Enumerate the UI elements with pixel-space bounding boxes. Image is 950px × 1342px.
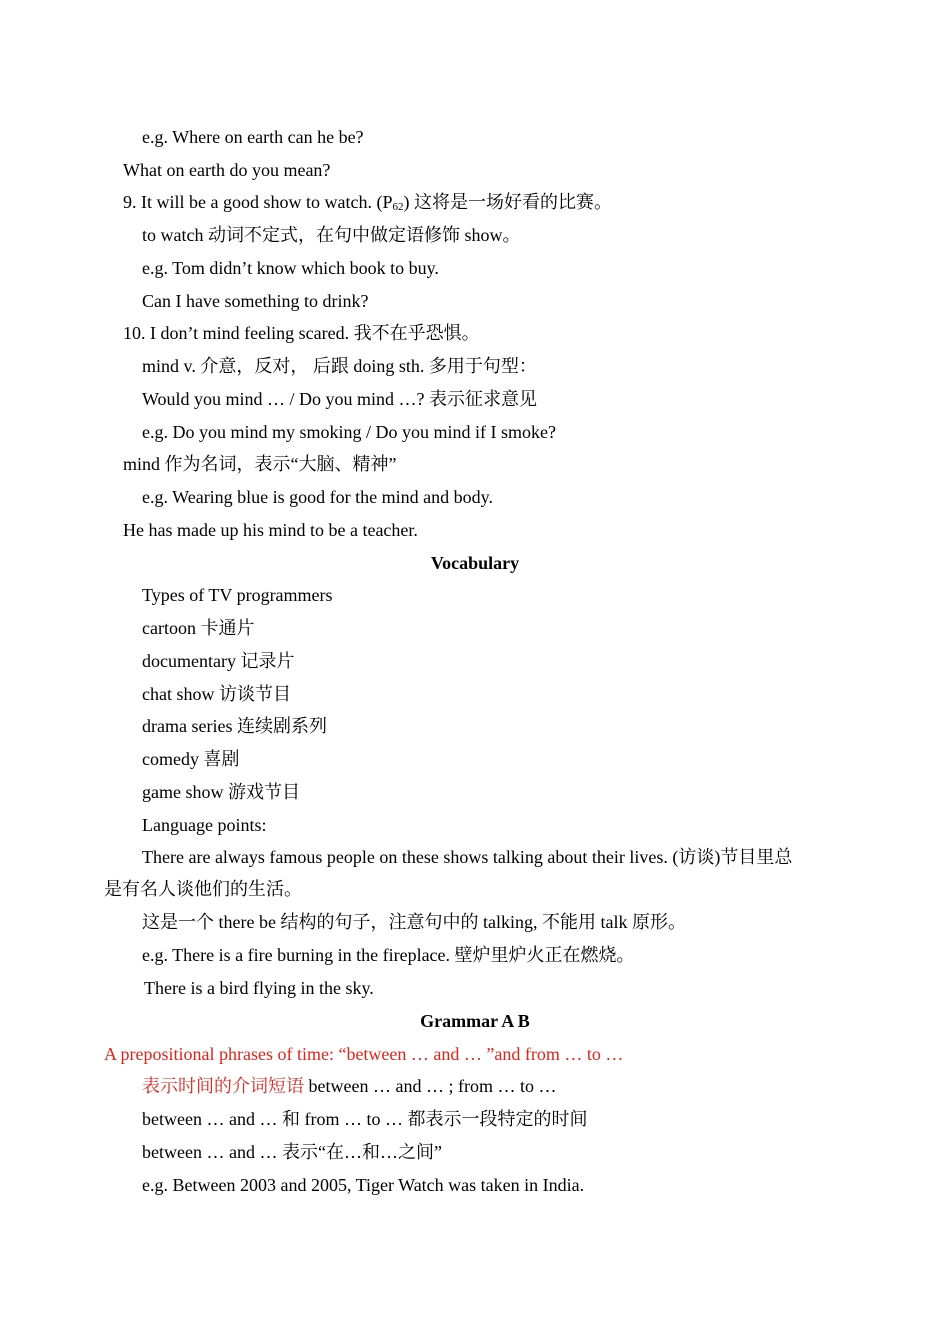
text-line: comedy 喜剧 <box>142 749 240 769</box>
text-line: Language points: <box>142 815 267 835</box>
text-line: e.g. Do you mind my smoking / Do you mind if I smoke? <box>142 422 556 442</box>
text-line: mind v. 介意，反对， 后跟 doing sth. 多用于句型： <box>142 356 537 376</box>
text-line: There are always famous people on these shows talking about their lives. (访谈)节目里总 <box>142 847 793 867</box>
text-line: mind 作为名词，表示“大脑、精神” <box>123 454 397 474</box>
page-ref-subscript: 62 <box>392 201 404 213</box>
text-line: e.g. Tom didn’t know which book to buy. <box>142 258 439 278</box>
text-line: 是有名人谈他们的生活。 <box>104 879 302 899</box>
text-line: Would you mind … / Do you mind …? 表示征求意见 <box>142 389 538 409</box>
section-heading: Grammar A B <box>420 1011 530 1031</box>
text-line: 这是一个 there be 结构的句子，注意句中的 talking, 不能用 talk 原形。 <box>142 912 686 932</box>
text-line: 10. I don’t mind feeling scared. 我不在乎恐惧。 <box>123 323 480 343</box>
text-line: Types of TV programmers <box>142 585 333 605</box>
text-line: drama series 连续剧系列 <box>142 716 327 736</box>
text-line: e.g. Between 2003 and 2005, Tiger Watch was taken in India. <box>142 1175 585 1195</box>
text-line <box>123 186 612 219</box>
text-line: between … and … 表示“在…和…之间” <box>142 1142 442 1162</box>
text-line: between … and … 和 from … to … 都表示一段特定的时间 <box>142 1109 588 1129</box>
text-segment: 9. It will be a good show to watch. (P <box>123 192 393 212</box>
text-line: e.g. Wearing blue is good for the mind and body. <box>142 487 493 507</box>
highlighted-line: A prepositional phrases of time: “between … and … ”and from … to … <box>104 1044 624 1064</box>
highlighted-text: 表示时间的介词短语 <box>142 1076 304 1096</box>
text-segment: between … and … ; from … to … <box>304 1076 557 1096</box>
text-line: What on earth do you mean? <box>123 160 331 180</box>
text-line: e.g. Where on earth can he be? <box>142 127 364 147</box>
text-line: game show 游戏节目 <box>142 782 300 802</box>
text-line: e.g. There is a fire burning in the fireplace. 壁炉里炉火正在燃烧。 <box>142 945 635 965</box>
text-segment: ) 这将是一场好看的比赛。 <box>403 192 612 212</box>
text-line: There is a bird flying in the sky. <box>144 978 374 998</box>
text-line <box>142 1070 556 1103</box>
section-heading: Vocabulary <box>430 553 520 573</box>
text-line: He has made up his mind to be a teacher. <box>123 520 418 540</box>
text-line: chat show 访谈节目 <box>142 684 291 704</box>
text-line: to watch 动词不定式，在句中做定语修饰 show。 <box>142 225 521 245</box>
text-line: documentary 记录片 <box>142 651 295 671</box>
text-line: Can I have something to drink? <box>142 291 369 311</box>
text-line: cartoon 卡通片 <box>142 618 255 638</box>
